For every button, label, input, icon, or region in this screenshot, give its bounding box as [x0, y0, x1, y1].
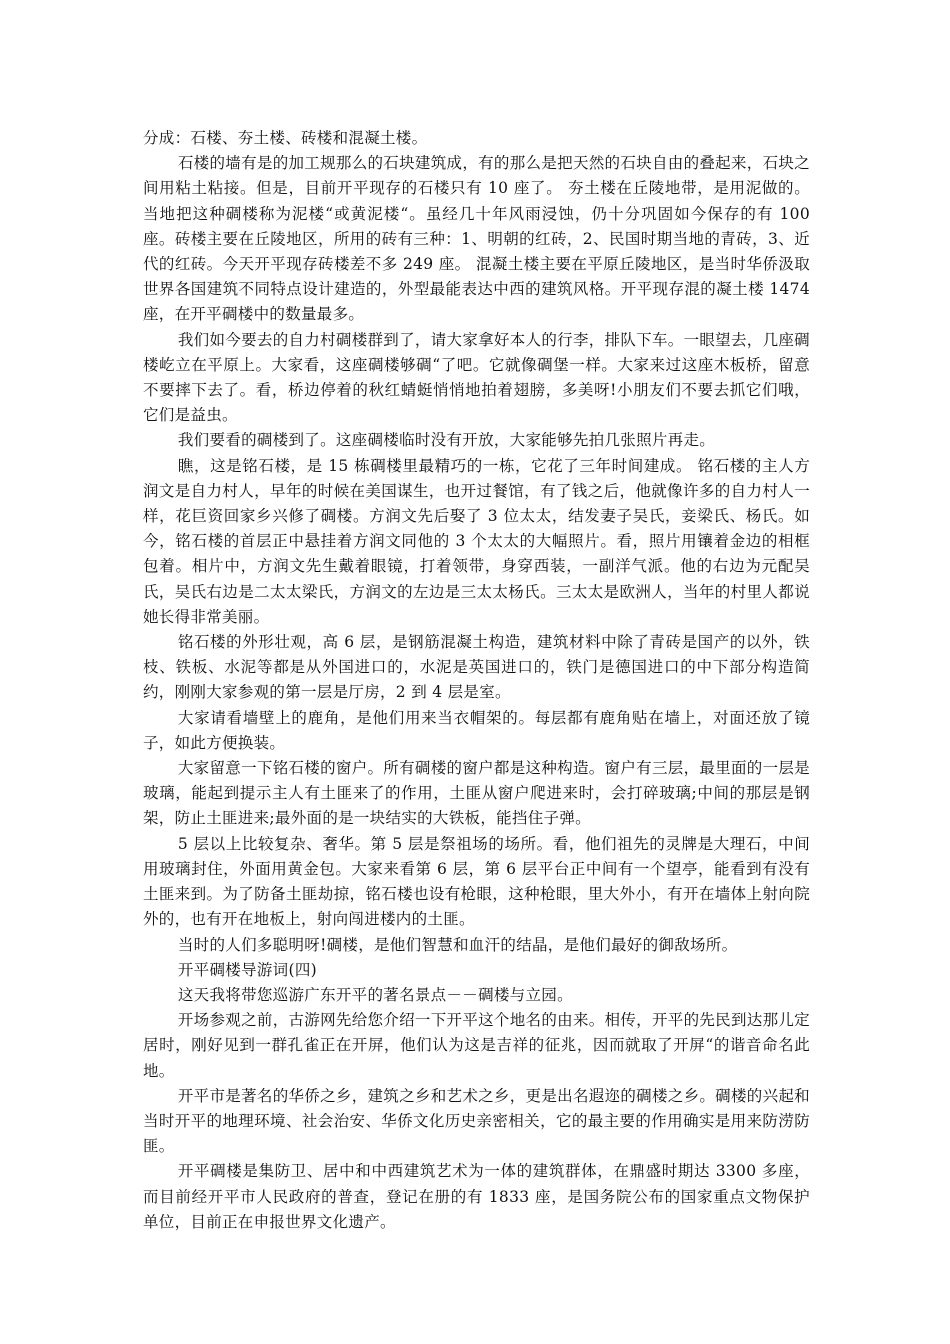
paragraph-intro: 这天我将带您巡游广东开平的著名景点－－碉楼与立园。	[177, 985, 573, 1004]
paragraph-arrival: 我们要看的碉楼到了。这座碉楼临时没有开放，大家能够先拍几张照片再走。	[177, 431, 716, 450]
section-heading: 开平碉楼导游词(四)	[177, 960, 317, 979]
paragraph-conclusion: 当时的人们多聪明呀!碉楼，是他们智慧和血汗的结晶，是他们最好的御敌场所。	[177, 935, 738, 954]
paragraph-kaiping-city: 开平市是著名的华侨之乡，建筑之乡和艺术之乡，更是出名遐迩的碉楼之乡。碉楼的兴起和当时开平的地理环境、社会治安、华侨文化历史亲密相关，它的最主要的作用确实是用来防涝防匪。	[143, 1086, 810, 1156]
paragraph-diaolou-count: 开平碉楼是集防卫、居中和中西建筑艺术为一体的建筑群体，在鼎盛时期达 3300 多座，而目前经开平市人民政府的普查，登记在册的有 1833 座，是国务院公布的国家重点文物保护单位，目前正在申报世界文化遗产。	[143, 1162, 810, 1231]
paragraph-upper-floors: 5 层以上比较复杂、奢华。第 5 层是祭祖场的场所。看，他们祖先的灵牌是大理石，中间用玻璃封住，外面用黄金包。大家来看第 6 层，第 6 层平台正中间有一个望亭，能看到有没有土匪来到。为了防备土匪劫掠，铭石楼也设有枪眼，这种枪眼，里大外小，有开在墙体上射向院外的，也有开在地板上，射向闯进楼内的土匪。	[143, 834, 810, 929]
document-body	[143, 126, 810, 1235]
paragraph-stone-tower: 石楼的墙有是的加工规那么的石块建筑成，有的那么是把天然的石块自由的叠起来，石块之间用粘土粘接。但是，目前开平现存的石楼只有 10 座了。 夯土楼在丘陵地带，是用泥做的。当地把这种碉楼称为泥楼“或黄泥楼“。虽经几十年风雨浸蚀，仍十分巩固如今保存的有 100 座。砖楼主要在丘陵地区，所用的砖有三种：1、明朝的红砖，2、民国时期当地的青砖，3、近代的红砖。今天开平现存砖楼差不多 249 座。 混凝土楼主要在平原丘陵地区，是当时华侨汲取世界各国建筑不同特点设计建造的，外型最能表达中西的建筑风格。开平现存混的凝土楼 1474 座，在开平碉楼中的数量最多。	[143, 154, 810, 324]
paragraph-mingshi-structure: 铭石楼的外形壮观，高 6 层，是钢筋混凝土构造，建筑材料中除了青砖是国产的以外，铁枝、铁板、水泥等都是从外国进口的，水泥是英国进口的，铁门是德国进口的中下部分构造简约，刚刚大家参观的第一层是厅房，2 到 4 层是室。	[143, 633, 810, 702]
paragraph-zili-village: 我们如今要去的自力村碉楼群到了，请大家拿好本人的行李，排队下车。一眼望去，几座碉楼屹立在平原上。大家看，这座碉楼够碉“了吧。它就像碉堡一样。大家来过这座木板桥，留意不要摔下去了。看，桥边停着的秋红蜻蜓悄悄地拍着翅膀，多美呀!小朋友们不要去抓它们哦，它们是益虫。	[143, 330, 810, 425]
paragraph-mingshi-owner: 瞧，这是铭石楼，是 15 栋碉楼里最精巧的一栋，它花了三年时间建成。 铭石楼的主人方润文是自力村人，早年的时候在美国谋生，也开过餐馆，有了钱之后，他就像许多的自力村人一样，花巨资回家乡兴修了碉楼。方润文先后娶了 3 位太太，结发妻子吴氏，妾梁氏、杨氏。如今，铭石楼的首层正中悬挂着方润文同他的 3 个太太的大幅照片。看，照片用镶着金边的相框包着。相片中，方润文先生戴着眼镜，打着领带，身穿西装，一副洋气派。他的右边为元配吴氏，吴氏右边是二太太梁氏，方润文的左边是三太太杨氏。三太太是欧洲人，当年的村里人都说她长得非常美丽。	[143, 456, 810, 626]
paragraph-antlers: 大家请看墙壁上的鹿角，是他们用来当衣帽架的。每层都有鹿角贴在墙上，对面还放了镜子，如此方便换装。	[143, 708, 810, 752]
paragraph-name-origin: 开场参观之前，古游网先给您介绍一下开平这个地名的由来。相传，开平的先民到达那儿定居时，刚好见到一群孔雀正在开屏，他们认为这是吉祥的征兆，因而就取了开屏“的谐音命名此地。	[143, 1011, 810, 1080]
paragraph-continuation: 分成：石楼、夯土楼、砖楼和混凝土楼。	[143, 129, 428, 147]
paragraph-windows: 大家留意一下铭石楼的窗户。所有碉楼的窗户都是这种构造。窗户有三层，最里面的一层是玻璃，能起到提示主人有土匪来了的作用，土匪从窗户爬进来时，会打碎玻璃;中间的那层是钢架，防止土匪进来;最外面的是一块结实的大铁板，能挡住子弹。	[143, 759, 810, 828]
